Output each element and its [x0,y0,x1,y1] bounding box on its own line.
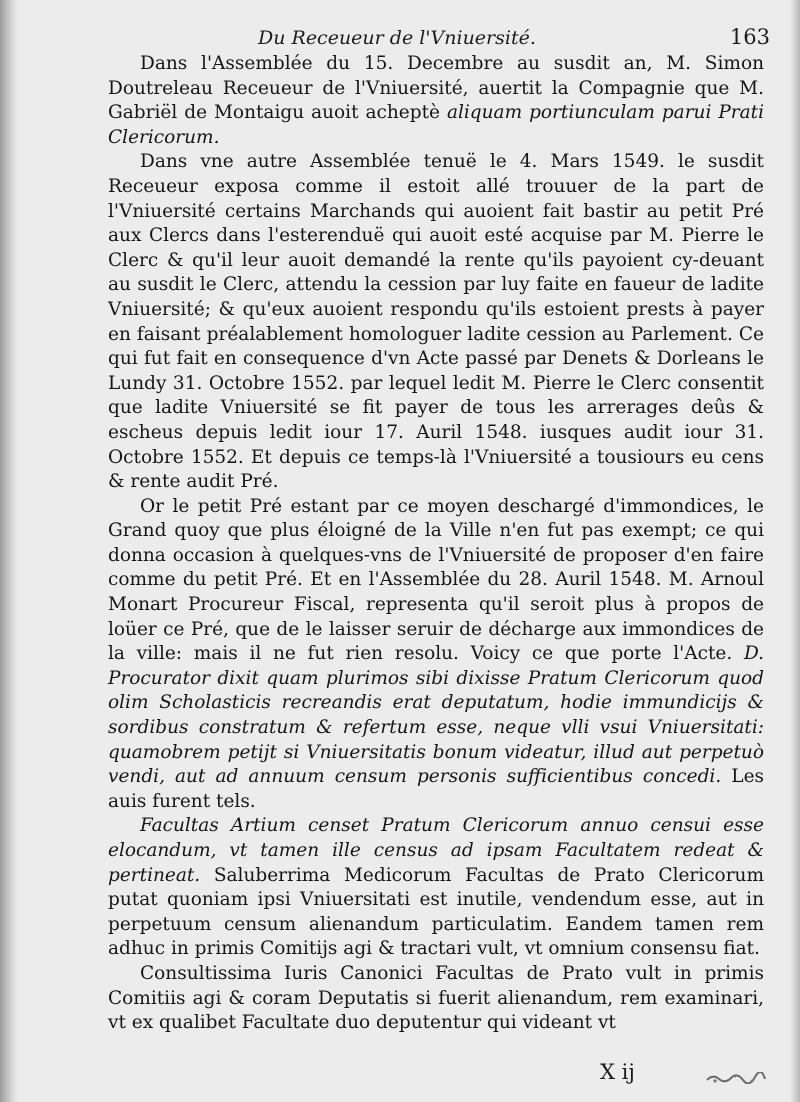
paragraph [108,150,764,494]
printer-ornament-icon [705,1072,767,1084]
page-header [258,27,770,55]
paragraph [108,52,764,150]
latin-quotation: aliquam portiunculam parui Prati Clericorum. [108,102,765,148]
body-text [108,52,764,1036]
paragraph-text: Or le petit Pré estant par ce moyen deschargé d'immondices, le Grand quoy que plus éloigné de la Ville n'en fut pas exempt; ce qui donna occasion à quelques-vns de l'Vniuersité de proposer d'en faire comme du petit Pré. Et en l'Assemblée du 28. Auril 1548. M. Arnoul Monart Procureur Fiscal, representa qu'il seroit plus à propos de loüer ce Pré, que de le laisser seruir de décharge aux immondices de la ville: mais il ne fut rien resolu. Voicy ce que porte l'Acte. [108,495,764,665]
page-number: 163 [729,25,770,49]
paragraph-text: Dans vne autre Assemblée tenuë le 4. Mars 1549. le susdit Receueur exposa comme il estoit allé trouuer de la part de l'Vniuersité certains Marchands qui auoient fait bastir au petit Pré aux Clercs dans l'esterenduë qui auoit esté acquise par M. Pierre le Clerc & qu'il leur auoit demandé la rente qu'ils payoient cy-deuant au susdit le Clerc, attendu la cession par luy faite en faueur de ladite Vniuersité; & qu'eux auoient respondu qu'ils estoient prests à payer en faisant préalablement homologuer ladite cession au Parlement. Ce qui fut fait en consequence d'vn Acte passé par Denets & Dorleans le Lundy 31. Octobre 1552. par lequel ledit M. Pierre le Clerc consentit que ladite Vniuersité se fit payer de tous les arrerages deûs & escheus depuis ledit iour 17. Auril 1548. iusques audit iour 31. Octobre 1552. Et depuis ce temps-là l'Vniuersité a tousiours eu cens & rente audit Pré. [108,151,764,493]
paragraph [108,962,764,1036]
running-title: Du Receueur de l'Vniuersité. [258,27,536,49]
paragraph [108,814,764,962]
latin-quotation: D. Procurator dixit quam plurimos sibi dixisse Pratum Clericorum quod olim Scholasticis recreandis erat deputatum, hodie immundicijs & sordibus constratum & refertum esse, neque vlli vsui Vniuersitati: quamobrem petijt si Vniuersitatis bonum videatur, illud aut perpetuò vendi, aut ad annuum censum personis sufficientibus concedi. [108,643,764,788]
paragraph-text: Les auis furent tels. [108,766,765,812]
paragraph-text: Dans l'Assemblée du 15. Decembre au susdit an, M. Simon Doutreleau Receueur de l'Vniuersité, auertit la Compagnie que M. Gabriël de Montaigu auoit acheptè [108,53,764,124]
signature-mark: X ij [600,1060,635,1084]
paragraph-text: Saluberrima Medicorum Facultas de Prato Clericorum putat quoniam ipsi Vniuersitati est inutile, vendendum esse, aut in perpetuum censum alienandum particulatim. Eandem tamen rem adhuc in primis Comitijs agi & tractari vult, vt omnium consensu fiat. [108,864,764,960]
paragraph-text: Consultissima Iuris Canonici Facultas de Prato vult in primis Comitiis agi & coram Deputatis si fuerit alienandum, rem examinari, vt ex qualibet Facultate duo deputentur qui videant vt [108,962,764,1034]
paragraph [108,495,764,815]
latin-quotation: Facultas Artium censet Pratum Clericorum annuo censui esse elocandum, vt tamen ille census ad ipsam Facultatem redeat & pertineat. [108,815,764,886]
